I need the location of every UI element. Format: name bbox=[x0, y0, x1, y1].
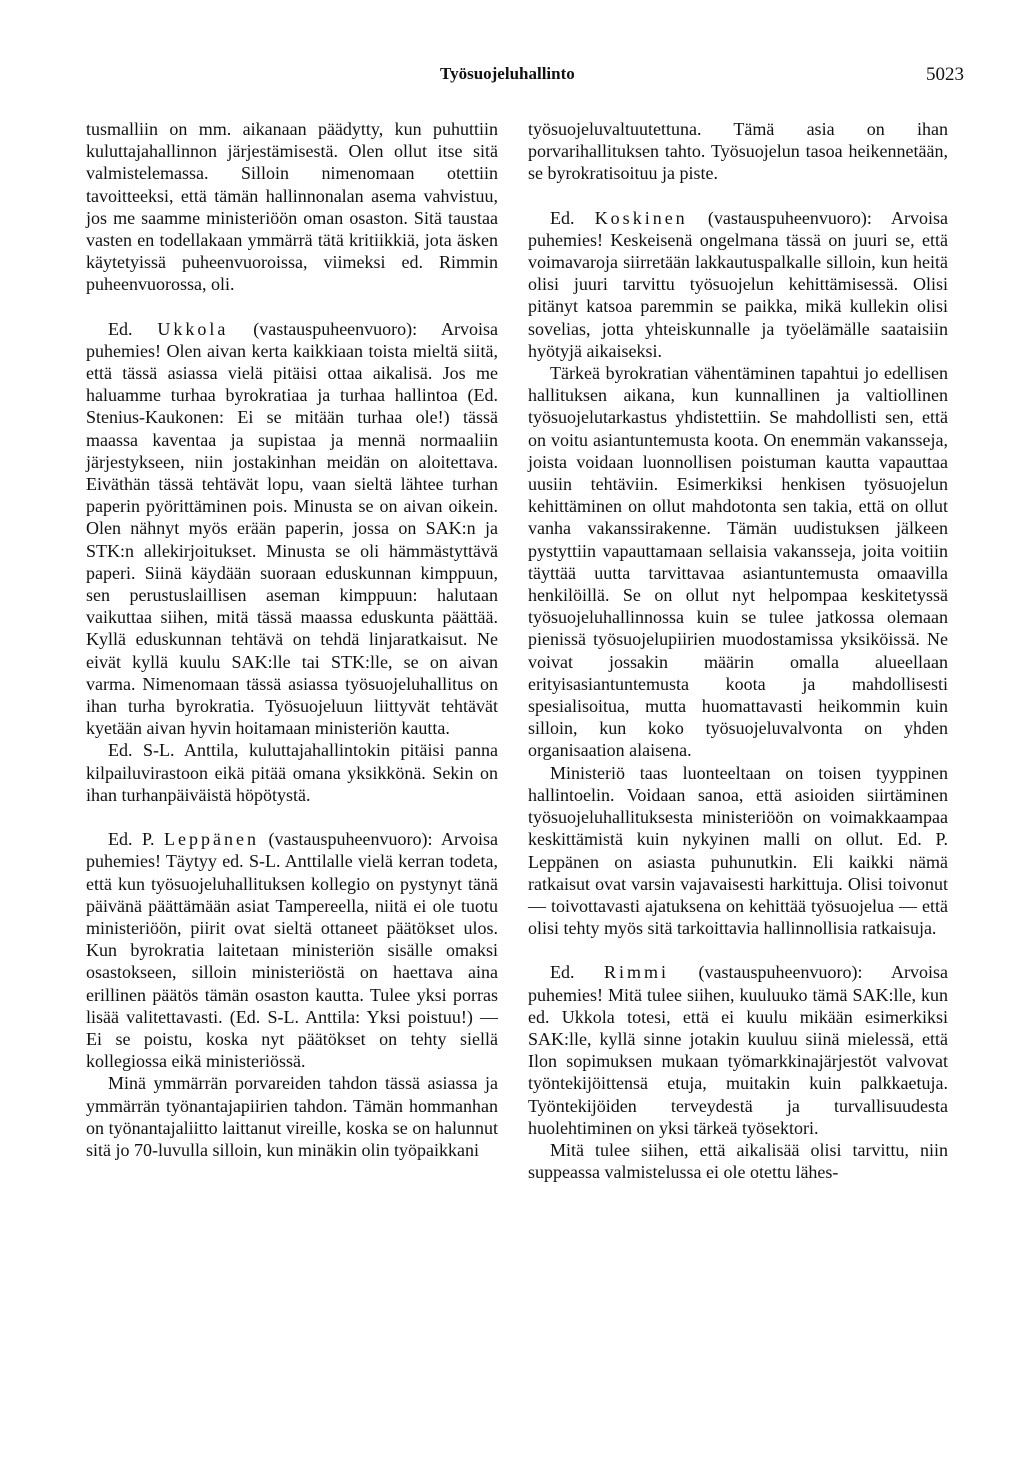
page-header bbox=[0, 64, 1024, 94]
speech-prefix: Ed. bbox=[108, 318, 158, 339]
speech-prefix: Ed. bbox=[550, 962, 605, 983]
speech-paragraph bbox=[86, 318, 498, 740]
paragraph: Ministeriö taas luonteeltaan on toisen tyyppinen hallintoelin. Voidaan sanoa, että asioiden siirtäminen työsuojeluhallituksesta ministeriöön on voimakkaampaa keskittämistä kuin nykyinen malli on ollut. Ed. P. Leppänen on asiasta puhunutkin. Eli kaikki nämä ratkaisut ovat varsin vajavaisesti harkittuja. Olisi toivonut — toivottavasti ajatuksena on kehittää työsuojelua — että olisi tehty myös sitä tarkoittavia hallinnollisia ratkaisuja. bbox=[528, 762, 948, 939]
speaker-name: Rimmi bbox=[604, 962, 670, 983]
speech-text: (vastauspuheenvuoro): Arvoisa puhemies! Mitä tulee siihen, kuuluuko tämä SAK:lle, kun ed. Ukkola totesi, että ei kuulu mikään esimerkiksi SAK:lle, kyllä sinne jotakin kuuluu siinä mielessä, että Ilon sopimuksen mukaan työmarkkinajärjestöt valvovat työntekijöittensä etuja, muitakin kuin palkkaetuja. Työntekijöiden terveydestä ja turvallisuudesta huolehtiminen on yksi tärkeä työsektori. bbox=[528, 962, 948, 1138]
speech-text: (vastauspuheenvuoro): Arvoisa puhemies! Olen aivan kerta kaikkiaan toista mieltä siitä, että tässä asiassa vielä pitäisi ottaa aikalisä. Jos me haluamme turhaa byrokratiaa ja turhaa hallintoa (Ed. Stenius-Kaukonen: Ei se mitään turhaa ole!) tässä maassa kaventaa ja supistaa ja mennä normaaliin järjestykseen, niin jostakinhan meidän on aloitettava. Eiväthän tässä tehtävät lopu, vaan sieltä lähtee turhan paperin pyörittäminen pois. Minusta se on aivan oikein. Olen nähnyt myös erään paperin, jossa on SAK:n ja STK:n allekirjoitukset. Minusta se oli hämmästyttävä paperi. Siinä käydään suoraan eduskunnan kimppuun, sen perustuslaillisen aseman kimppuun: halutaan vaikuttaa siihen, mitä tässä maassa eduskunta päättää. Kyllä eduskunnan tehtävä on tehdä linjaratkaisut. Ne eivät kyllä kuulu SAK:lle tai STK:lle, se on aivan varma. Nimenomaan tässä asiassa työsuojeluhallitus on ihan turha byrokratia. Työsuojeluun liittyvät tehtävät kyetään aivan hyvin hoitamaan ministeriön kautta. bbox=[86, 318, 499, 739]
paragraph: tusmalliin on mm. aikanaan päädytty, kun puhuttiin kuluttajahallinnon järjestämisestä. Olen ollut itse sitä valmistelemassa. Silloin nimenomaan otettiin tavoitteeksi, että tämän hallinnonalan asema vahvistuu, jos me saamme ministeriöön oman osaston. Sitä taustaa vasten en todellakaan ymmärrä tätä kritiikkiä, jota äsken käytetyissä puheenvuoroissa, viimeksi ed. Rimmin puheenvuorossa, oli. bbox=[86, 119, 498, 295]
speaker-name: Ukkola bbox=[157, 318, 229, 339]
speech-paragraph bbox=[528, 961, 948, 1139]
paragraph: Ed. S-L. Anttila, kuluttajahallintokin pitäisi panna kilpailuvirastoon eikä pitää omana yksikkönä. Sekin on ihan turhanpäiväistä höpötystä. bbox=[86, 740, 498, 805]
paragraph: Minä ymmärrän porvareiden tahdon tässä asiassa ja ymmärrän työnantajapiirien tahdon. Tämän hommanhan on työnantajaliitto laittanut vireille, koska se on halunnut sitä jo 70-luvulla silloin, kun minäkin olin työpaikkani bbox=[86, 1073, 498, 1160]
right-column bbox=[528, 118, 948, 1183]
speech-paragraph bbox=[86, 828, 498, 1072]
paragraph: työsuojeluvaltuutettuna. Tämä asia on ihan porvarihallituksen tahto. Työsuojelun tasoa heikennetään, se byrokratisoituu ja piste. bbox=[528, 119, 948, 184]
speech-text: (vastauspuheenvuoro): Arvoisa puhemies! Täytyy ed. S-L. Anttilalle vielä kerran todeta, että kun työsuojeluhallituksen kollegio on pystynyt tänä päivänä päättämään asiat Tampereella, niitä ei ole tuotu ministeriöön, piirit ovat sieltä ottaneet päätökset ulos. Kun byrokratia laitetaan ministeriön sisälle omaksi osastokseen, silloin ministeriöstä on haettava aina erillinen päätös tämän osaston kautta. Tulee yksi porras lisää valitettavasti. (Ed. S-L. Anttila: Yksi poistuu!) — Ei se poistu, koska nyt päätökset on tehty siellä kollegiossa eikä ministeriössä. bbox=[86, 829, 498, 1072]
paragraph: Mitä tulee siihen, että aikalisää olisi tarvittu, niin suppeassa valmistelussa ei ole otettu lähes- bbox=[528, 1139, 948, 1183]
speech-paragraph bbox=[528, 207, 948, 362]
page-number: 5023 bbox=[926, 64, 964, 85]
speaker-name: Koskinen bbox=[594, 207, 688, 228]
speech-prefix: Ed. P. bbox=[108, 829, 165, 850]
speech-text: (vastauspuheenvuoro): Arvoisa puhemies! Keskeisenä ongelmana tässä on juuri se, että voimavaroja siirretään lakkautuspalkalle silloin, kun heitä olisi juuri tarvittu työsuojelun kehittämisessä. Olisi pitänyt katsoa paremmin se paikka, mikä kullekin olisi sovelias, jotta yhteiskunnalle ja työelämälle saataisiin hyötyjä aikaiseksi. bbox=[528, 207, 948, 361]
running-title: Työsuojeluhallinto bbox=[440, 64, 575, 83]
left-column bbox=[86, 118, 498, 1161]
speaker-name: Leppänen bbox=[164, 829, 260, 850]
paragraph: Tärkeä byrokratian vähentäminen tapahtui jo edellisen hallituksen aikana, kun kunnallinen ja valtiollinen työsuojelutarkastus yhdistettiin. Se mahdollisti sen, että on voitu asiantuntemusta koota. On enemmän vakansseja, joista voidaan luonnollisen poistuman kautta vapauttaa uusiin tehtäviin. Esimerkiksi henkisen työsuojelun kehittäminen on ollut mahdotonta sen takia, että on ollut vanha vakanssirakenne. Tämän uudistuksen jälkeen pystyttiin vapauttamaan sellaisia vakansseja, joita voitiin täyttää uutta tarvittavaa asiantuntemusta omaavilla henkilöillä. Se on ollut nyt helpompaa keskitetyssä työsuojeluhallinnossa kuin se tulee jatkossa olemaan pienissä työsuojelupiirien muodostamissa yksiköissä. Ne voivat jossakin määrin omalla alueellaan erityisasiantuntemusta koota ja mahdollisesti spesialisoitua, mutta huomattavasti heikommin kuin silloin, kun koko työsuojeluvalvonta on yhden organisaation alaisena. bbox=[528, 363, 948, 761]
speech-prefix: Ed. bbox=[550, 207, 595, 228]
